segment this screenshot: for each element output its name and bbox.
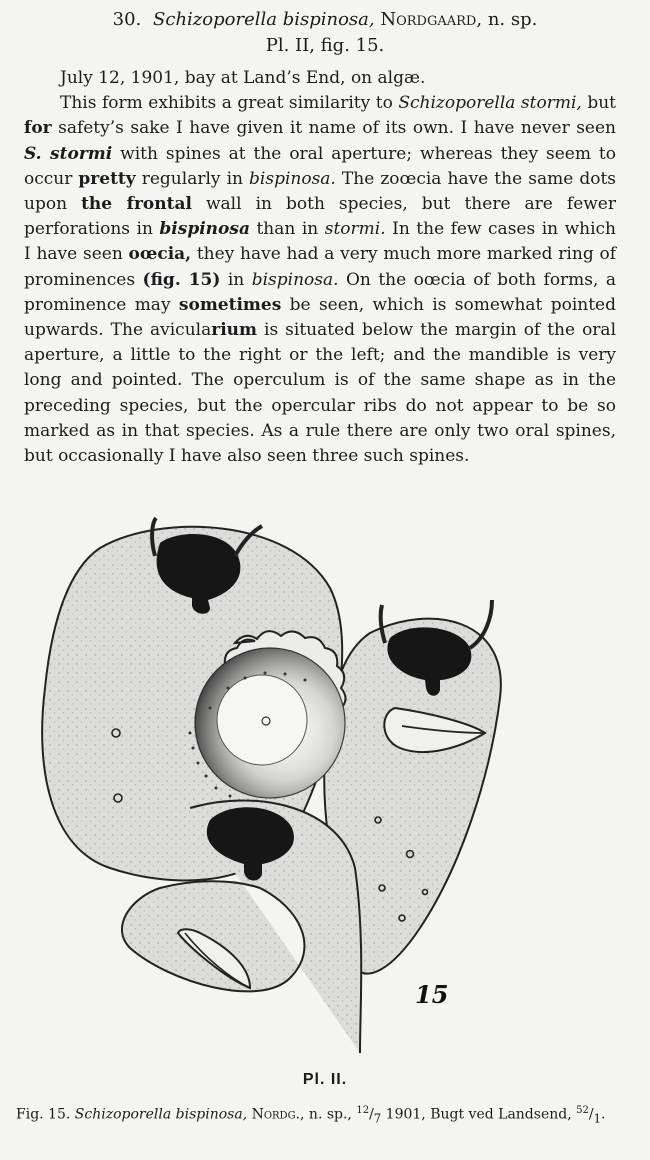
plate-reference: Pl. II, fig. 15.: [265, 35, 385, 56]
plate-title: Pl. II.: [302, 1071, 348, 1088]
zooecia-illustration: [30, 508, 620, 1063]
author-name: Nordgaard,: [380, 9, 483, 30]
section-heading: [0, 8, 650, 32]
paragraph-description: This form exhibits a great similarity to Schizoporella stormi, but for safety’s sake I have given it name of its own. I have never seen S. stormi with spines at the oral aperture; whereas they seem to occur pretty regularly in bispinosa. The zoœcia have the same dots upon the frontal wall in both species, but there are fewer perforations in bispinosa than in stormi. In the few cases in which I have seen oœcia, they have had a very much more marked ring of prominences (fig. 15) in bispinosa. On the oœcia of both forms, a prominence may sometimes be seen, which is somewhat pointed upwards. The avicularium is situated below the margin of the oral aperture, a little to the right or the left; and the mandible is very long and pointed. The operculum is of the same shape as in the preceding species, but the opercular ribs do not appear to be so marked as in that species. As a rule there are only two oral spines, but occasionally I have also seen three such spines.: [24, 93, 617, 467]
section-number: 30.: [112, 9, 142, 30]
figure-number: 15: [415, 980, 449, 1009]
paragraph-locality: July 12, 1901, bay at Land’s End, on algæ.: [60, 68, 426, 88]
species-name: Schizoporella bispinosa,: [153, 9, 375, 30]
figure-caption: Fig. 15. Schizoporella bispinosa, Nordg., n. sp., $^{12}/_7$ 1901, Bugt ved Landsend, $^{52}/_1$.: [16, 1105, 606, 1126]
body-text: [24, 66, 616, 469]
status-text: n. sp.: [487, 9, 538, 30]
